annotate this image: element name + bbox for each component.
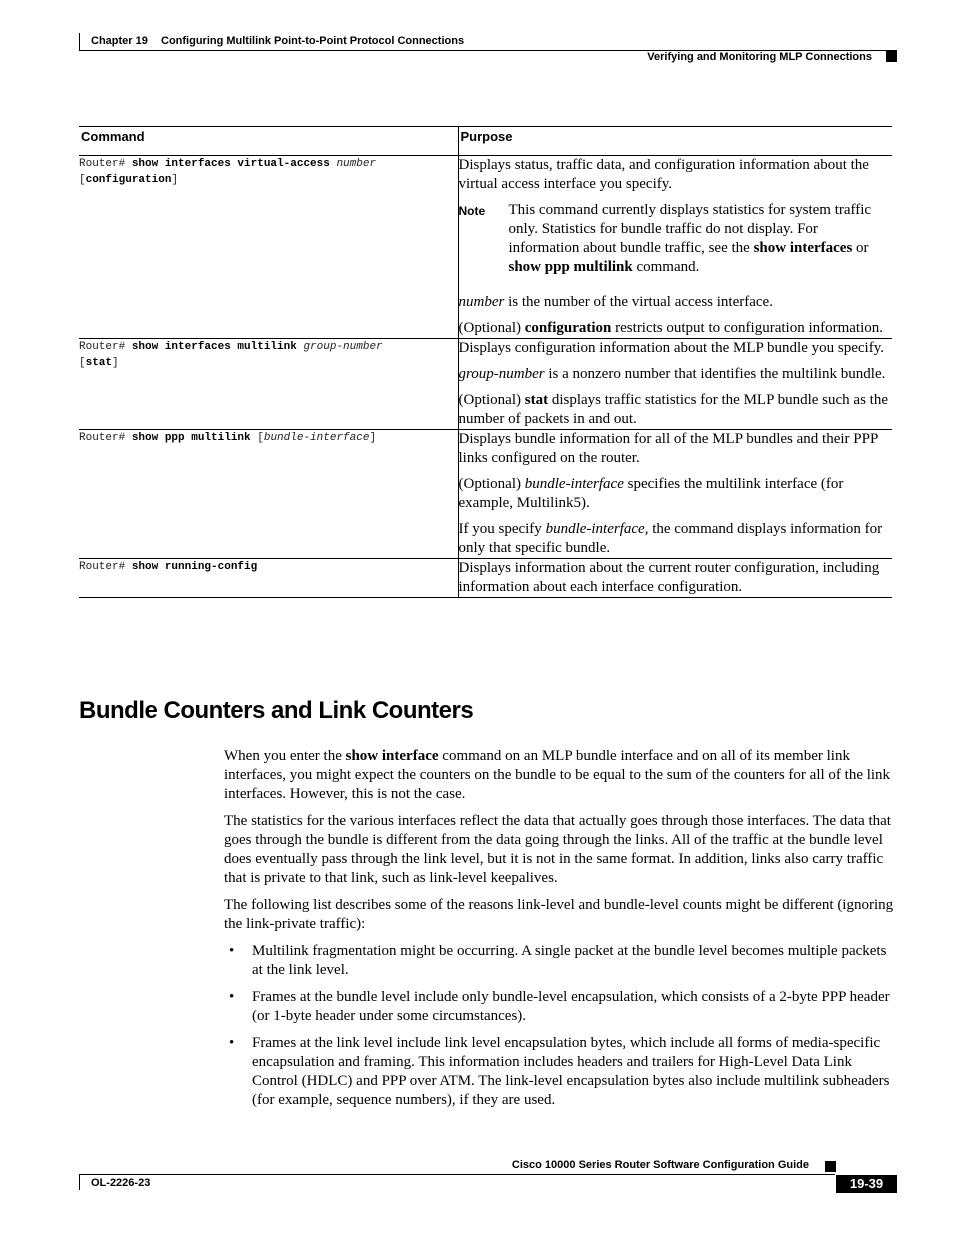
paragraph: The following list describes some of the reasons link-level and bundle-level counts might be different (ignoring the link-private traffic): <box>224 897 894 932</box>
list-item-text: Multilink fragmentation might be occurring. A single packet at the bundle level becomes multiple packets at the link level. <box>252 943 887 978</box>
header-rule-vertical <box>79 33 80 50</box>
option-name: stat <box>524 392 549 408</box>
note-command-ref: show interfaces <box>753 240 853 256</box>
list-item <box>224 942 896 980</box>
table-row <box>79 339 892 430</box>
paragraph-text: command on an MLP bundle interface and on all of its member link interfaces, you might expect the counters on the bundle to be equal to the sum of the counters for all of the link interfaces. However, this is not the case. <box>224 748 891 802</box>
note-text-part: command. <box>632 259 700 275</box>
column-header-command: Command <box>79 127 458 156</box>
note-command-ref: show ppp multilink <box>508 259 633 275</box>
purpose-cell <box>458 339 892 430</box>
table-row <box>79 430 892 559</box>
note-text <box>509 201 893 277</box>
argument-desc-text: is a nonzero number that identifies the multilink bundle. <box>544 366 886 382</box>
note-block <box>459 201 893 277</box>
purpose-description: Displays configuration information about the MLP bundle you specify. <box>458 340 884 356</box>
purpose-argument-desc <box>459 293 893 312</box>
command-cell <box>79 559 458 598</box>
command-cell <box>79 339 458 430</box>
guide-title: Cisco 10000 Series Router Software Configuration Guide <box>511 1159 809 1171</box>
command-option: configuration <box>85 174 172 186</box>
purpose-cell <box>458 156 892 339</box>
list-item <box>224 1034 896 1110</box>
purpose-argument-desc <box>459 365 893 384</box>
footer-rule <box>79 1174 835 1175</box>
argument-desc-text: is the number of the virtual access interface. <box>504 294 773 310</box>
table-row <box>79 559 892 598</box>
argument-name: group-number <box>458 366 545 382</box>
purpose-description: Displays bundle information for all of the MLP bundles and their PPP links configured on the router. <box>458 431 878 466</box>
prompt-text: Router# <box>79 158 132 170</box>
bracket-close: ] <box>171 174 179 186</box>
option-prefix: (Optional) <box>458 476 525 492</box>
reason-list <box>224 942 896 1110</box>
purpose-usage-desc <box>459 520 893 558</box>
table-row <box>79 156 892 339</box>
option-desc-text: displays traffic statistics for the MLP bundle such as the number of packets in and out. <box>458 392 889 427</box>
list-item-text: Frames at the bundle level include only bundle-level encapsulation, which consists of a 2-byte PPP header (or 1-byte header under some circumstances). <box>252 989 890 1024</box>
list-item-text: Frames at the link level include link level encapsulation bytes, which include all forms of media-specific encapsulation and framing. This information includes headers and trailers for High-Level Data Link Control (HDLC) and PPP over ATM. The link-level encapsulation bytes also include multilink subheaders (for example, sequence numbers), if they are used. <box>252 1035 890 1108</box>
purpose-cell <box>458 430 892 559</box>
prompt-text: Router# <box>79 561 132 573</box>
command-option: stat <box>85 357 113 369</box>
command-argument: group-number <box>296 341 383 353</box>
bullet-icon: • <box>229 943 235 959</box>
command-table <box>79 126 892 598</box>
option-name: configuration <box>524 320 612 336</box>
header-marker-block <box>886 51 897 62</box>
argument-name: number <box>458 294 505 310</box>
command-keyword: show interfaces multilink <box>131 341 297 353</box>
bracket-close: ] <box>112 357 119 369</box>
bullet-icon: • <box>229 989 235 1005</box>
command-keyword: show interfaces virtual-access <box>131 158 330 170</box>
paragraph <box>224 747 896 804</box>
bracket-open: [ <box>250 432 264 444</box>
note-text-part: This command currently displays statistics for system traffic only. Statistics for bundle traffic do not display. For information about bundle traffic, see the <box>508 202 872 256</box>
command-ref: show interface <box>345 748 439 764</box>
command-argument: bundle-interface <box>263 432 370 444</box>
note-text-part: or <box>852 240 869 256</box>
bracket-open: [ <box>79 357 86 369</box>
bullet-icon: • <box>229 1035 235 1051</box>
list-item <box>224 988 896 1026</box>
argument-desc-text: specifies the multilink interface (for example, Multilink5). <box>458 476 844 511</box>
paragraph-text: When you enter the <box>224 748 346 764</box>
table-header-row <box>79 127 892 156</box>
usage-prefix: If you specify <box>458 521 546 537</box>
purpose-option-desc <box>459 319 893 338</box>
document-number: OL-2226-23 <box>91 1177 151 1189</box>
prompt-text: Router# <box>79 341 132 353</box>
column-header-purpose: Purpose <box>458 127 892 156</box>
purpose-cell <box>458 559 892 598</box>
chapter-number: Chapter 19 <box>91 35 148 47</box>
chapter-title: Configuring Multilink Point-to-Point Protocol Connections <box>161 35 465 47</box>
page-number: 19-39 <box>836 1175 897 1193</box>
footer-marker-block <box>825 1161 836 1172</box>
argument-name: bundle-interface <box>545 521 645 537</box>
command-cell <box>79 430 458 559</box>
option-prefix: (Optional) <box>458 392 525 408</box>
purpose-option-desc <box>459 391 893 429</box>
prompt-text: Router# <box>79 432 132 444</box>
purpose-description: Displays information about the current router configuration, including information about each interface configuration. <box>458 560 880 595</box>
bracket-close: ] <box>369 432 377 444</box>
section-running-head: Verifying and Monitoring MLP Connections <box>647 51 872 63</box>
purpose-description: Displays status, traffic data, and configuration information about the virtual access interface you specify. <box>458 157 869 192</box>
section-heading: Bundle Counters and Link Counters <box>79 697 474 724</box>
footer-rule-vertical <box>79 1174 80 1190</box>
option-desc-text: restricts output to configuration information. <box>611 320 884 336</box>
note-label: Note <box>458 204 486 218</box>
command-keyword: show running-config <box>131 561 258 573</box>
purpose-argument-desc <box>459 475 893 513</box>
bracket-open: [ <box>79 174 86 186</box>
usage-desc-text: , the command displays information for only that specific bundle. <box>458 521 883 556</box>
paragraph: The statistics for the various interfaces reflect the data that actually goes through those interfaces. The data that goes through the bundle is different from the data going through the links. All of the traffic at the bundle level does eventually pass through the link level, but it is not in the same format. In addition, links also carry traffic that is private to that link, such as link-level keepalives. <box>224 813 891 886</box>
command-cell <box>79 156 458 339</box>
command-argument: number <box>329 158 377 170</box>
command-keyword: show ppp multilink <box>131 432 251 444</box>
section-body <box>224 747 896 1118</box>
option-prefix: (Optional) <box>458 320 525 336</box>
argument-name: bundle-interface <box>524 476 624 492</box>
